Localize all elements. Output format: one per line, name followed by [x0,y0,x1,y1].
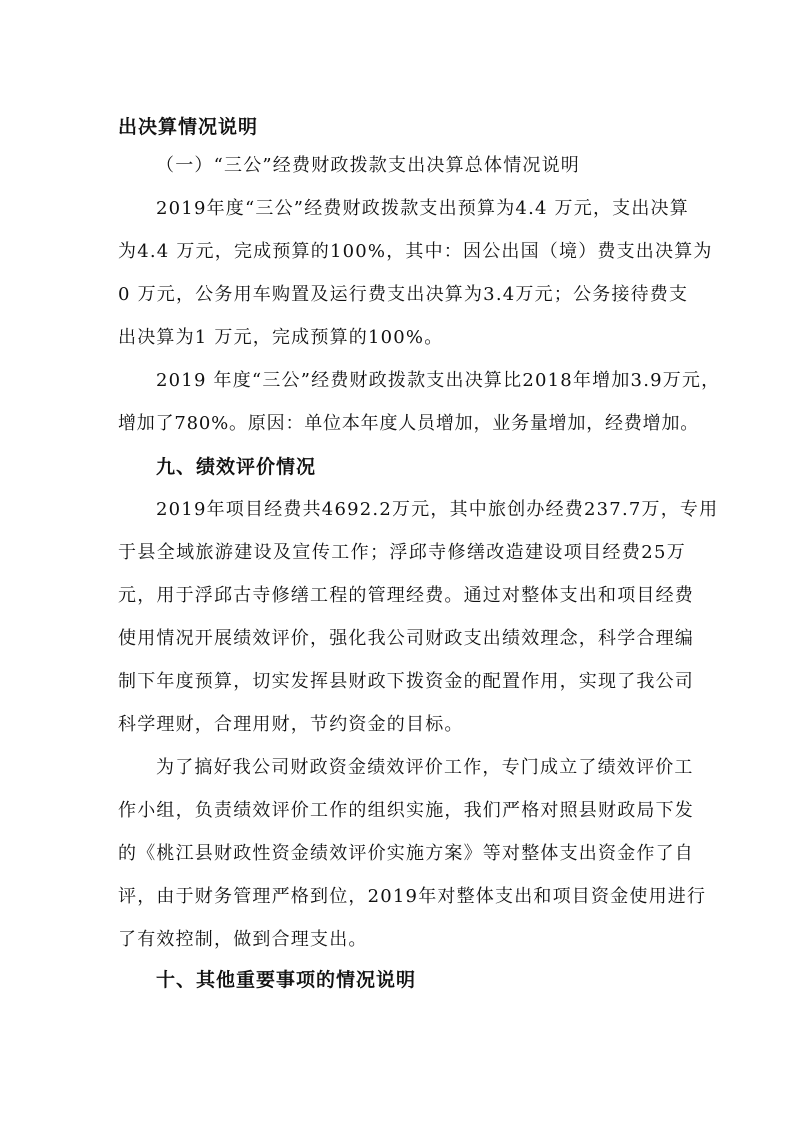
paragraph-line: 为了搞好我公司财政资金绩效评价工作，专门成立了绩效评价工 [156,757,694,778]
paragraph-line: 科学理财，合理用财，节约资金的目标。 [118,714,464,735]
paragraph-line: 2019 年度“三公”经费财政拨款支出决算比2018年增加3.9万元， [156,370,721,391]
paragraph-line: 评，由于财务管理严格到位，2019年对整体支出和项目资金使用进行 [118,886,707,907]
section-heading-final-accounts: 出决算情况说明 [118,116,259,138]
subsection-title-three-public-expenses: （一）“三公”经费财政拨款支出决算总体情况说明 [156,155,581,176]
paragraph-line: 出决算为1 万元，完成预算的100%。 [118,327,444,348]
paragraph-line: 制下年度预算，切实发挥县财政下拨资金的配置作用，实现了我公司 [118,671,694,692]
section-heading-performance-evaluation: 九、绩效评价情况 [156,456,317,478]
paragraph-line: 于县全域旅游建设及宣传工作；浮邱寺修缮改造建设项目经费25万 [118,542,686,563]
paragraph-line: 为4.4 万元，完成预算的100%，其中：因公出国（境）费支出决算为 [118,241,713,262]
paragraph-line: 2019年度“三公”经费财政拨款支出预算为4.4 万元，支出决算 [156,198,689,219]
paragraph-line: 增加了780%。原因：单位本年度人员增加，业务量增加，经费增加。 [118,413,700,434]
section-heading-other-matters: 十、其他重要事项的情况说明 [156,969,417,991]
paragraph-line: 2019年项目经费共4692.2万元，其中旅创办经费237.7万，专用 [156,499,719,520]
paragraph-line: 作小组，负责绩效评价工作的组织实施，我们严格对照县财政局下发 [118,800,694,821]
paragraph-line: 使用情况开展绩效评价，强化我公司财政支出绩效理念，科学合理编 [118,628,694,649]
paragraph-line: 的《桃江县财政性资金绩效评价实施方案》等对整体支出资金作了自 [118,843,694,864]
paragraph-line: 元，用于浮邱古寺修缮工程的管理经费。通过对整体支出和项目经费 [118,585,694,606]
paragraph-line: 0 万元，公务用车购置及运行费支出决算为3.4万元；公务接待费支 [118,284,689,305]
paragraph-line: 了有效控制，做到合理支出。 [118,929,368,950]
